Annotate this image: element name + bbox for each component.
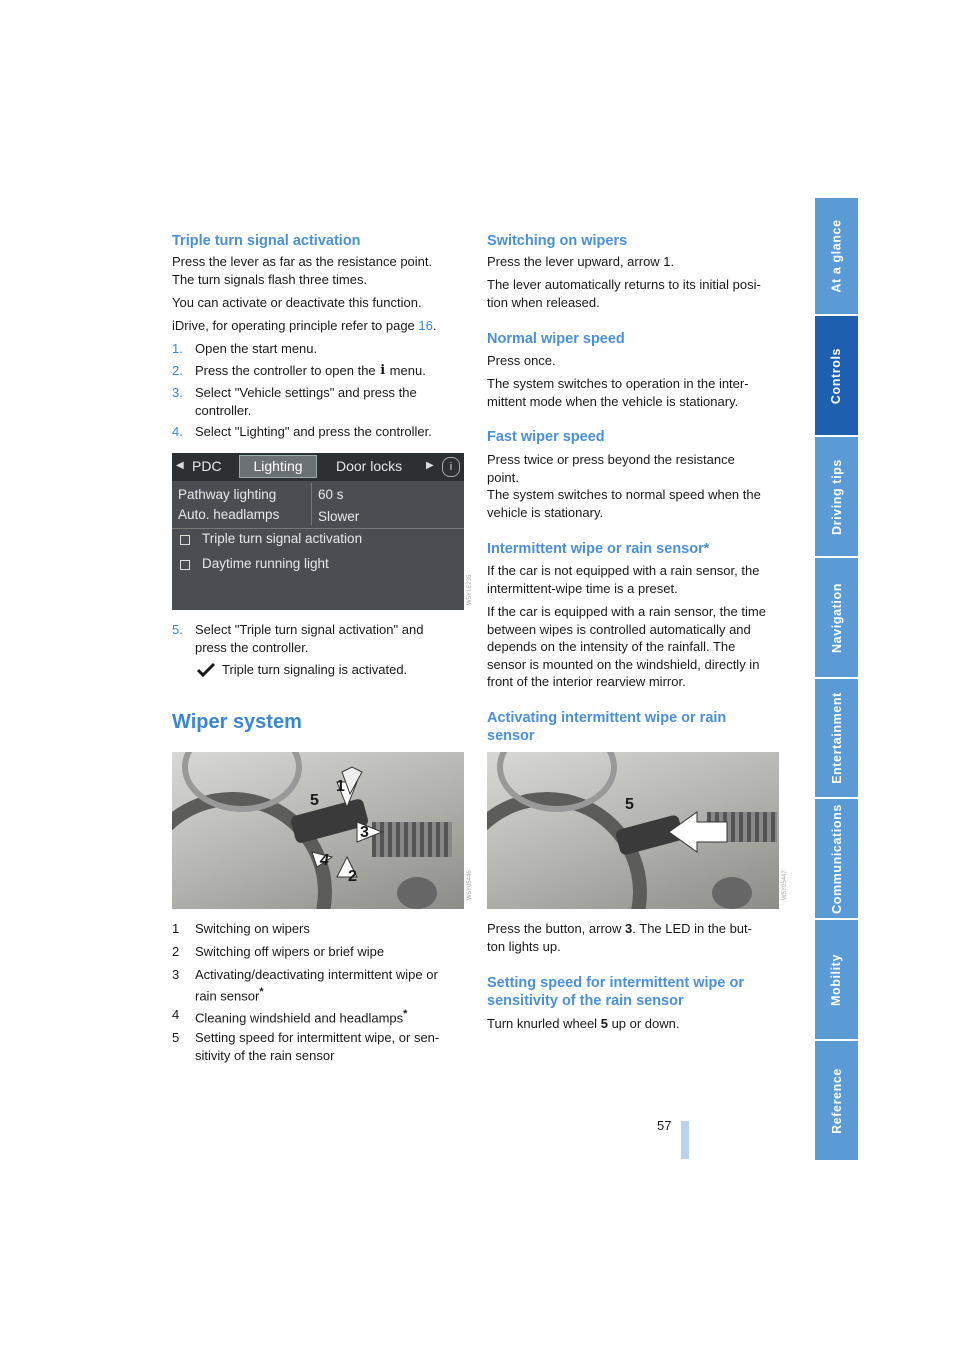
heading-fast-wiper-speed: Fast wiper speed <box>487 429 605 445</box>
tab-label: Communications <box>829 803 844 914</box>
tab-navigation[interactable] <box>815 558 858 677</box>
paragraph <box>172 317 437 335</box>
text-line: If the car is equipped with a rain sensor, the time <box>487 604 766 619</box>
heading-line: sensitivity of the rain sensor <box>487 993 684 1009</box>
tab-label: At a glance <box>829 219 844 293</box>
screen-tab-lighting: Lighting <box>239 455 317 478</box>
list-item <box>172 1029 467 1064</box>
text-line: sensor is mounted on the windshield, directly in <box>487 656 760 672</box>
step-text: Select "Triple turn signal activation" and <box>195 622 424 637</box>
step-text: controller. <box>195 402 252 418</box>
text-line: ton lights up. <box>487 938 561 954</box>
legend-text: Setting speed for intermittent wipe, or sen- <box>195 1030 440 1045</box>
paragraph <box>487 451 761 521</box>
step-text: Open the start menu. <box>195 341 318 356</box>
tab-label: Reference <box>829 1067 844 1134</box>
text-line: Press twice or press beyond the resistance <box>487 452 735 467</box>
text: iDrive, for operating principle refer to page <box>172 318 415 333</box>
text: Turn knurled wheel <box>487 1016 598 1031</box>
step-number: 3. <box>172 385 183 400</box>
checkbox-icon <box>180 560 190 570</box>
callout-label: 5 <box>625 796 634 813</box>
tab-entertainment[interactable] <box>815 679 858 797</box>
heading-line: sensor <box>487 728 535 744</box>
step-text: Select "Lighting" and press the controller. <box>195 424 432 439</box>
step-number: 5. <box>172 622 183 637</box>
screen-row-label: Triple turn signal activation <box>202 531 363 546</box>
text: . <box>432 318 437 333</box>
list-item <box>172 423 462 445</box>
legend-number: 4 <box>172 1007 180 1022</box>
text-line: point. <box>487 469 519 485</box>
heading-setting-speed <box>487 974 744 1010</box>
page-marker <box>681 1121 689 1159</box>
heading-normal-wiper-speed: Normal wiper speed <box>487 331 625 347</box>
rain-sensor-button-photo <box>487 752 779 909</box>
image-code: W5Y1E235 <box>467 574 473 605</box>
tab-mobility[interactable] <box>815 920 858 1039</box>
tab-label: Mobility <box>829 953 844 1006</box>
arrows-overlay <box>172 752 464 909</box>
legend-text: Switching on wipers <box>195 921 310 936</box>
arrow-left-icon: ◀ <box>176 460 184 471</box>
text: . The LED in the but- <box>632 921 752 936</box>
page-link[interactable]: 16 <box>418 318 433 333</box>
step-text: Select "Vehicle settings" and press the <box>195 385 417 400</box>
text-line: Press the lever as far as the resistance point. <box>172 254 433 269</box>
list-item <box>172 362 462 384</box>
heading-intermittent-wipe: Intermittent wipe or rain sensor* <box>487 541 710 557</box>
paragraph <box>487 603 766 691</box>
paragraph: Press once. <box>487 353 556 368</box>
text-line: The system switches to operation in the inter- <box>487 376 749 391</box>
list-item <box>172 1006 467 1029</box>
legend-text: Cleaning windshield and headlamps <box>195 1010 404 1026</box>
screen-row-label: Auto. headlamps <box>178 507 280 522</box>
checkbox-icon <box>180 535 190 545</box>
tab-label: Navigation <box>829 582 844 653</box>
heading-activating-intermittent <box>487 709 726 745</box>
divider <box>172 528 464 529</box>
list-item <box>172 621 462 656</box>
screen-row-value: 60 s <box>318 487 344 502</box>
legend-list <box>172 920 467 1064</box>
callout-label: 4 <box>320 852 329 869</box>
list-item <box>172 340 462 362</box>
idrive-screen-image <box>172 453 464 610</box>
legend-text: Switching off wipers or brief wipe <box>195 944 385 959</box>
divider <box>311 483 312 525</box>
arrow-right-icon: ▶ <box>426 460 434 471</box>
image-code: W5Y05446 <box>467 870 473 900</box>
checkmark-icon <box>196 663 216 677</box>
screen-tab-pdc: PDC <box>192 458 222 474</box>
paragraph: You can activate or deactivate this function. <box>172 295 422 310</box>
tab-label: Controls <box>829 347 844 404</box>
paragraph <box>487 276 761 311</box>
text: Triple turn signaling is activated. <box>222 662 408 677</box>
step-text: Press the controller to open the <box>195 363 376 378</box>
arrow-overlay <box>487 752 779 909</box>
legend-number: 2 <box>172 944 180 959</box>
list-item <box>172 384 462 423</box>
tab-at-a-glance[interactable] <box>815 198 858 314</box>
paragraph <box>487 920 752 955</box>
wiper-lever-photo <box>172 752 464 909</box>
tab-communications[interactable] <box>815 799 858 918</box>
screen-row-label: Pathway lighting <box>178 487 277 502</box>
screen-tab-door-locks: Door locks <box>336 458 403 474</box>
step-number: 4. <box>172 424 183 439</box>
text-line: tion when released. <box>487 294 600 310</box>
paragraph <box>172 253 432 288</box>
heading-wiper-system: Wiper system <box>172 711 302 733</box>
paragraph <box>487 375 749 410</box>
step-text: menu. <box>389 363 426 378</box>
legend-number: 3 <box>172 967 180 982</box>
tab-reference[interactable] <box>815 1041 858 1160</box>
callout-label: 1 <box>336 778 345 795</box>
legend-text: sitivity of the rain sensor <box>195 1047 335 1063</box>
text-line: The system switches to normal speed when the <box>487 487 761 502</box>
step-number: 1. <box>172 341 183 356</box>
screen-row-label: Daytime running light <box>202 556 329 571</box>
activated-note <box>196 661 407 679</box>
paragraph <box>487 1015 680 1033</box>
step-number: 2. <box>172 363 183 378</box>
callout-label: 3 <box>360 824 369 841</box>
text-line: If the car is not equipped with a rain sensor, the <box>487 563 760 578</box>
text-line: front of the interior rearview mirror. <box>487 674 686 689</box>
tab-driving-tips[interactable] <box>815 437 858 556</box>
option-star: * <box>403 1008 408 1020</box>
text-line: The turn signals flash three times. <box>172 271 368 287</box>
legend-text: Activating/deactivating intermittent wipe or <box>195 967 438 982</box>
option-star: * <box>259 985 264 998</box>
callout-label: 5 <box>310 792 319 809</box>
info-icon: i <box>442 457 460 477</box>
legend-number: 1 <box>172 921 180 936</box>
text: Press the button, arrow <box>487 921 622 936</box>
text-line: between wipes is controlled automatically and <box>487 621 751 637</box>
callout-label: 2 <box>348 868 357 885</box>
text-line: vehicle is stationary. <box>487 504 604 520</box>
heading-line: Setting speed for intermittent wipe or <box>487 975 744 991</box>
tab-label: Driving tips <box>829 458 844 535</box>
heading-switching-on-wipers: Switching on wipers <box>487 233 628 249</box>
text: 5 <box>600 1016 608 1031</box>
heading-triple-turn-signal: Triple turn signal activation <box>172 233 361 249</box>
legend-text: rain sensor <box>195 987 260 1003</box>
list-item <box>172 943 467 966</box>
text: up or down. <box>611 1016 680 1031</box>
step-text: press the controller. <box>195 639 309 655</box>
tab-label: Entertainment <box>829 692 844 784</box>
text-line: The lever automatically returns to its initial posi- <box>487 277 761 292</box>
text-line: intermittent-wipe time is a preset. <box>487 580 678 596</box>
text: 3 <box>625 921 633 936</box>
legend-number: 5 <box>172 1030 180 1045</box>
step-list <box>172 340 462 445</box>
list-item <box>172 920 467 943</box>
paragraph: Press the lever upward, arrow 1. <box>487 254 675 269</box>
tab-controls[interactable] <box>815 316 858 435</box>
list-item <box>172 966 467 1006</box>
screen-row-value: Slower <box>318 509 360 524</box>
image-code: W5Y05447 <box>782 870 788 900</box>
heading-line: Activating intermittent wipe or rain <box>487 710 727 726</box>
paragraph <box>487 562 759 597</box>
text-line: depends on the intensity of the rainfall. The <box>487 639 736 654</box>
info-icon: i <box>380 363 386 378</box>
text-line: mittent mode when the vehicle is stationary. <box>487 393 739 409</box>
page-number: 57 <box>657 1118 672 1133</box>
